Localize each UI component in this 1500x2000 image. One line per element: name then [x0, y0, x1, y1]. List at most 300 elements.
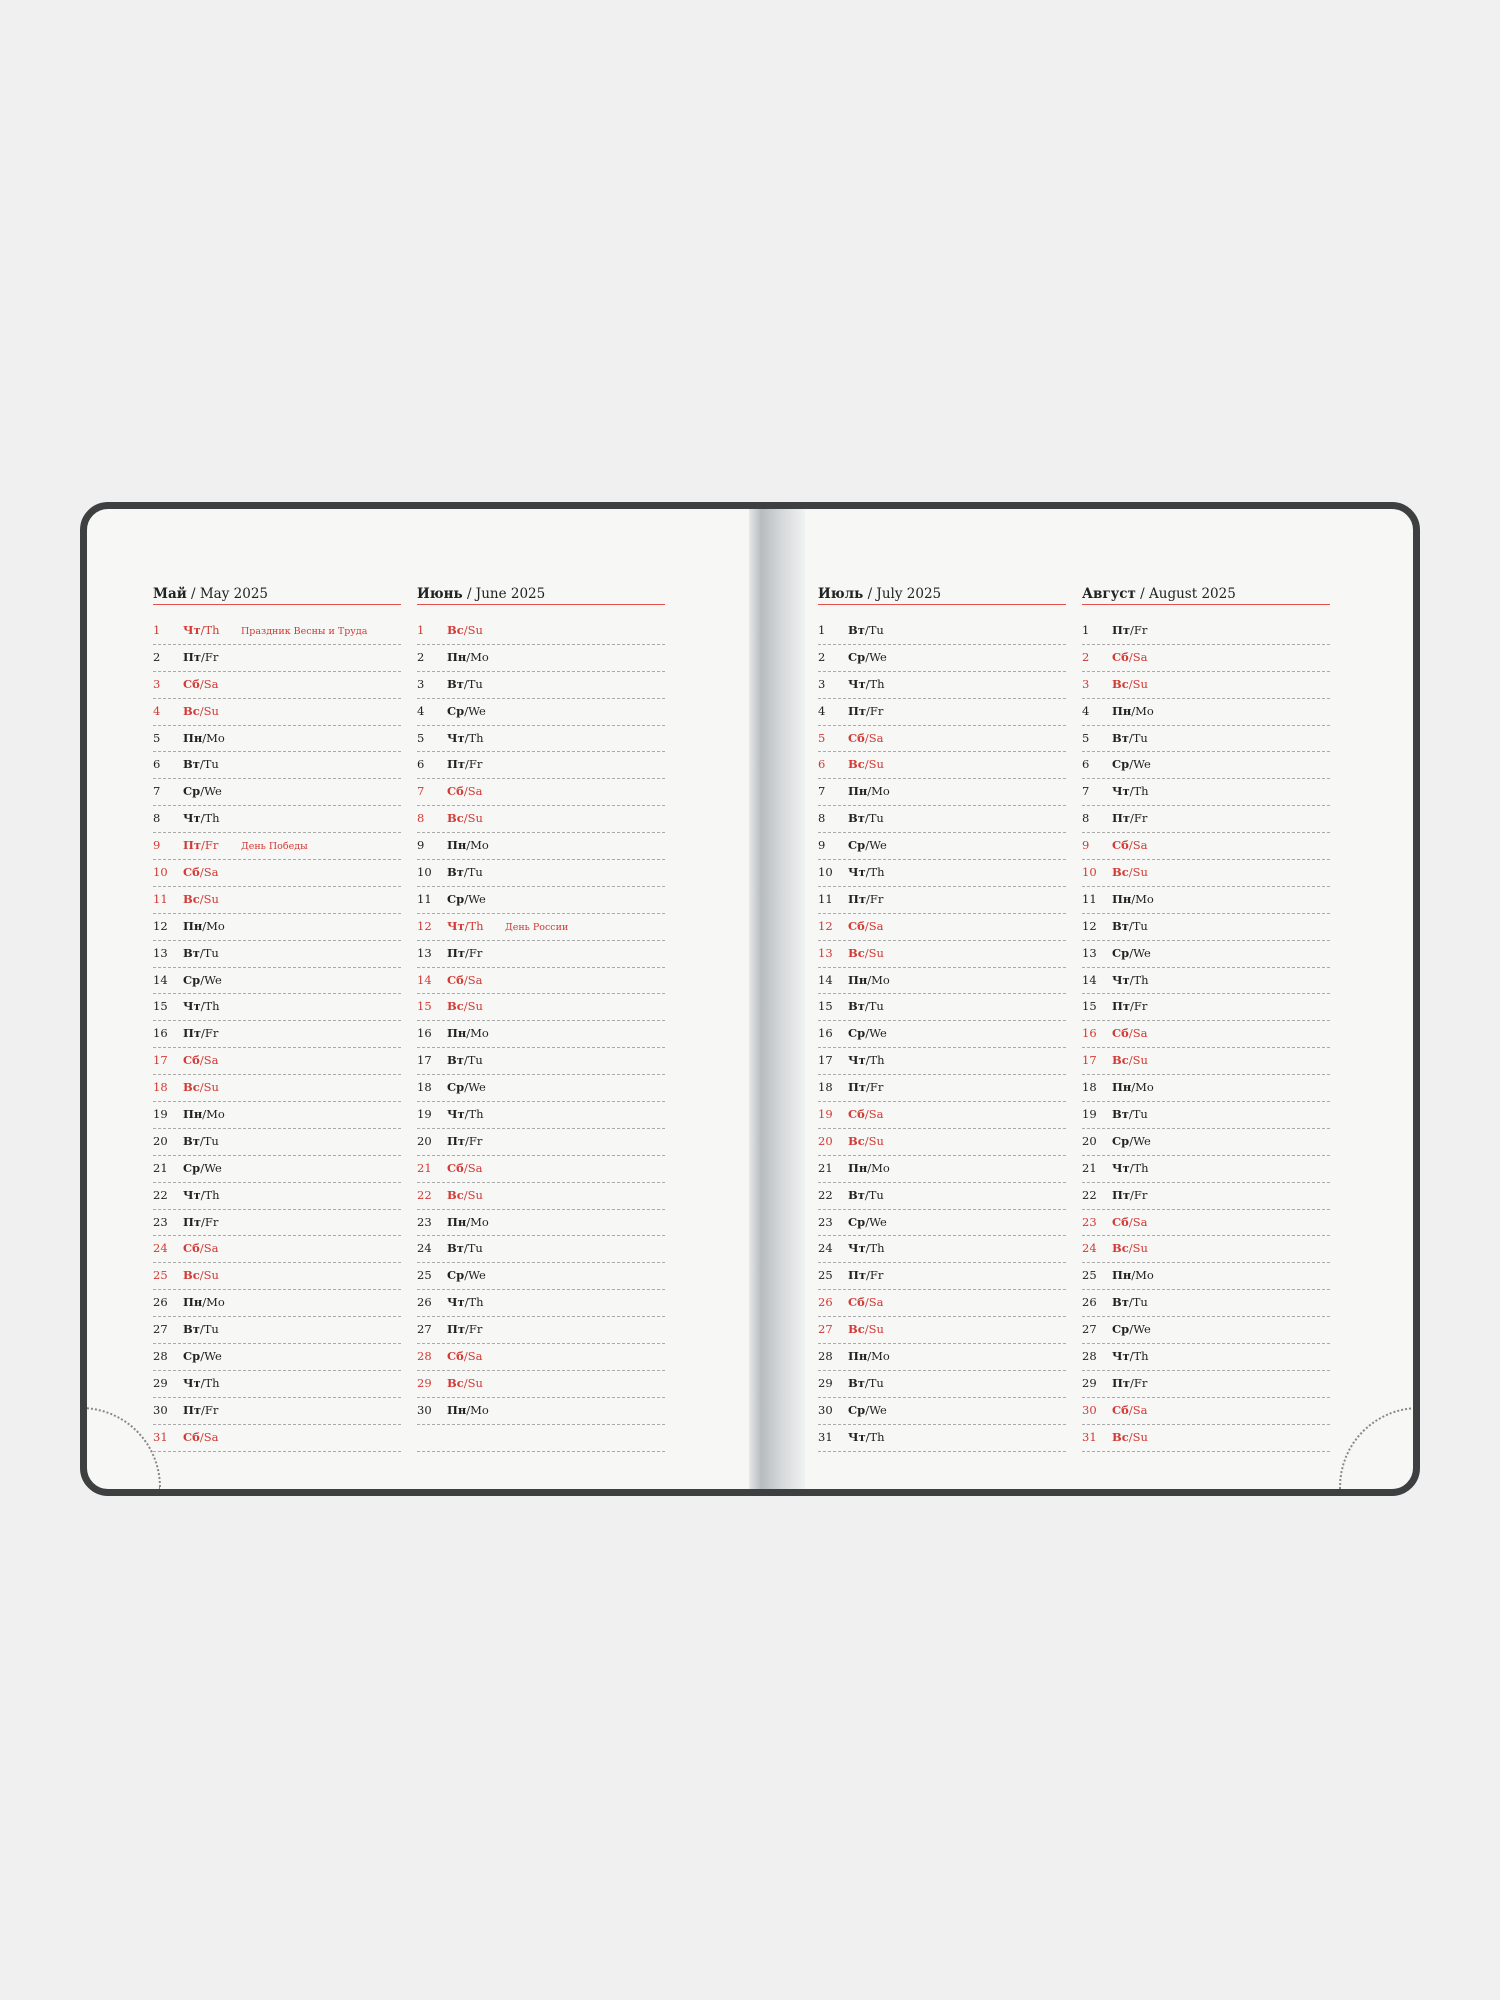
weekday-en: We: [869, 1214, 887, 1229]
weekday-ru: Чт: [447, 1107, 465, 1122]
weekday-ru: Сб: [183, 1429, 200, 1444]
weekday-en: Tu: [1132, 730, 1148, 745]
day-row: [153, 914, 401, 941]
weekday-en: Tu: [467, 1053, 483, 1068]
weekday-ru: Ср: [447, 1268, 465, 1283]
day-number: 24: [1082, 1241, 1097, 1256]
day-row: [1082, 1263, 1330, 1290]
day-number: 20: [417, 1133, 432, 1148]
weekday-en: Tu: [467, 1241, 483, 1256]
day-number: 21: [1082, 1160, 1097, 1175]
weekday-ru: Пт: [183, 649, 201, 664]
day-number: 13: [1082, 945, 1097, 960]
holiday-note: День России: [505, 921, 569, 933]
weekday-label: Пн/Mo: [1112, 1080, 1154, 1095]
weekday-label: Вт/Tu: [848, 999, 884, 1014]
weekday-label: Вт/Tu: [848, 1375, 884, 1390]
weekday-en: Mo: [871, 1349, 890, 1364]
weekday-en: Tu: [467, 865, 483, 880]
day-number: 12: [153, 918, 168, 933]
day-number: 21: [153, 1160, 168, 1175]
day-row: [417, 672, 665, 699]
day-number: 17: [1082, 1053, 1097, 1068]
weekday-ru: Вс: [183, 1268, 200, 1283]
weekday-label: Вт/Tu: [447, 1241, 483, 1256]
weekday-label: Вт/Tu: [1112, 1107, 1148, 1122]
weekday-en: Fr: [204, 1214, 219, 1229]
book-gutter: [749, 509, 805, 1489]
weekday-en: Sa: [868, 1107, 884, 1122]
day-list: [153, 618, 401, 1452]
weekday-label: Пт/Fr: [183, 1214, 219, 1229]
day-row: [1082, 752, 1330, 779]
day-row: [417, 968, 665, 995]
weekday-en: Th: [1133, 784, 1149, 799]
day-row: [417, 833, 665, 860]
day-number: 1: [818, 623, 826, 637]
weekday-label: Вт/Tu: [848, 1187, 884, 1202]
weekday-ru: Ср: [1112, 757, 1130, 772]
weekday-ru: Вт: [848, 811, 865, 826]
weekday-ru: Вс: [183, 703, 200, 718]
day-row: [1082, 1317, 1330, 1344]
weekday-label: Пн/Mo: [848, 972, 890, 987]
weekday-label: Пт/Fr: [447, 757, 483, 772]
weekday-label: Чт/Th: [183, 1187, 220, 1202]
day-number: 15: [153, 999, 168, 1014]
weekday-ru: Вт: [848, 999, 865, 1014]
weekday-label: Чт/Th: [1112, 1349, 1149, 1364]
day-number: 12: [818, 918, 833, 933]
weekday-ru: Вт: [1112, 1295, 1129, 1310]
weekday-ru: Сб: [447, 972, 464, 987]
day-row: [153, 1210, 401, 1237]
day-number: 26: [1082, 1295, 1097, 1310]
weekday-label: Сб/Sa: [183, 1241, 219, 1256]
month-column-may: [153, 585, 401, 1452]
day-number: 28: [818, 1349, 833, 1364]
day-number: 10: [153, 865, 168, 880]
month-name-en: June 2025: [475, 586, 546, 602]
day-row: [818, 1156, 1066, 1183]
weekday-en: Th: [1133, 1349, 1149, 1364]
month-name-ru: Май: [153, 586, 187, 602]
weekday-en: Th: [468, 1107, 484, 1122]
day-row: [153, 1425, 401, 1452]
weekday-label: Ср/We: [1112, 1322, 1151, 1337]
weekday-ru: Чт: [848, 676, 866, 691]
weekday-en: Mo: [206, 918, 225, 933]
day-number: 19: [153, 1107, 168, 1122]
weekday-label: Сб/Sa: [447, 1349, 483, 1364]
month-column-june: [417, 585, 665, 1452]
month-name-ru: Август: [1082, 586, 1136, 602]
day-number: 7: [818, 784, 826, 799]
weekday-ru: Ср: [848, 1026, 866, 1041]
day-row: [417, 752, 665, 779]
weekday-en: We: [1133, 757, 1151, 772]
day-number: 27: [153, 1322, 168, 1337]
weekday-ru: Пт: [848, 1268, 866, 1283]
weekday-label: Вт/Tu: [447, 865, 483, 880]
weekday-ru: Вт: [447, 676, 464, 691]
weekday-ru: Вт: [848, 623, 865, 637]
weekday-ru: Пт: [848, 703, 866, 718]
weekday-en: We: [1133, 945, 1151, 960]
day-row: [818, 941, 1066, 968]
day-number: 14: [1082, 972, 1097, 987]
day-number: 23: [153, 1214, 168, 1229]
weekday-en: We: [204, 972, 222, 987]
day-row: [818, 806, 1066, 833]
weekday-label: Сб/Sa: [183, 676, 219, 691]
day-row: [818, 914, 1066, 941]
weekday-label: Вс/Su: [183, 1268, 219, 1283]
weekday-ru: Сб: [1112, 649, 1129, 664]
day-row: [1082, 994, 1330, 1021]
weekday-ru: Вт: [848, 1187, 865, 1202]
weekday-en: Th: [869, 865, 885, 880]
day-row: [818, 1021, 1066, 1048]
weekday-label: Пн/Mo: [447, 1214, 489, 1229]
day-row: [818, 752, 1066, 779]
weekday-ru: Чт: [1112, 1349, 1130, 1364]
day-number: 18: [153, 1080, 168, 1095]
day-number: 16: [818, 1026, 833, 1041]
weekday-label: Пн/Mo: [183, 730, 225, 745]
weekday-ru: Сб: [447, 784, 464, 799]
weekday-en: Mo: [470, 1026, 489, 1041]
day-number: 9: [417, 838, 425, 853]
day-row: [818, 860, 1066, 887]
weekday-ru: Вс: [848, 757, 865, 772]
day-row: [417, 1398, 665, 1425]
weekday-ru: Сб: [183, 676, 200, 691]
day-row: [818, 1263, 1066, 1290]
weekday-ru: Сб: [447, 1349, 464, 1364]
weekday-ru: Вт: [447, 1241, 464, 1256]
weekday-label: Пт/Fr: [1112, 1187, 1148, 1202]
month-title: Май / May 2025: [153, 585, 401, 605]
weekday-ru: Вт: [1112, 730, 1129, 745]
day-number: 1: [153, 623, 161, 637]
day-row: [153, 860, 401, 887]
day-list: [1082, 618, 1330, 1452]
weekday-label: Вс/Su: [848, 945, 884, 960]
weekday-ru: Вс: [447, 1375, 464, 1390]
weekday-en: Fr: [204, 1402, 219, 1417]
day-row: [417, 1290, 665, 1317]
day-number: 6: [1082, 757, 1090, 772]
day-number: 23: [1082, 1214, 1097, 1229]
weekday-ru: Пт: [1112, 623, 1130, 637]
weekday-ru: Пн: [183, 730, 203, 745]
day-row: [153, 1102, 401, 1129]
weekday-label: Чт/Th: [183, 999, 220, 1014]
day-number: 22: [153, 1187, 168, 1202]
weekday-en: Mo: [470, 1402, 489, 1417]
day-number: 31: [153, 1429, 168, 1444]
weekday-ru: Ср: [447, 1080, 465, 1095]
weekday-en: We: [869, 1026, 887, 1041]
weekday-label: Вс/Su: [183, 1080, 219, 1095]
day-row: [818, 1425, 1066, 1452]
weekday-ru: Пн: [183, 918, 203, 933]
weekday-label: Вс/Su: [1112, 676, 1148, 691]
day-row: [818, 887, 1066, 914]
day-row: [818, 779, 1066, 806]
weekday-label: Вт/Tu: [183, 1133, 219, 1148]
day-number: 26: [153, 1295, 168, 1310]
weekday-en: Sa: [467, 1349, 483, 1364]
weekday-label: Чт/Th: [447, 1107, 484, 1122]
weekday-ru: Пн: [447, 1026, 467, 1041]
month-name-en: August 2025: [1149, 586, 1236, 602]
weekday-label: Вт/Tu: [447, 1053, 483, 1068]
weekday-ru: Сб: [848, 1295, 865, 1310]
weekday-en: Su: [868, 1322, 884, 1337]
weekday-label: Чт/Th: [183, 811, 220, 826]
day-row: [1082, 914, 1330, 941]
day-row: [1082, 968, 1330, 995]
day-number: 20: [153, 1133, 168, 1148]
day-row: [417, 1236, 665, 1263]
weekday-label: Пн/Mo: [447, 838, 489, 853]
weekday-ru: Ср: [447, 891, 465, 906]
weekday-en: Sa: [1132, 1214, 1148, 1229]
day-number: 11: [417, 891, 432, 906]
day-row: [417, 1048, 665, 1075]
weekday-en: Mo: [871, 972, 890, 987]
weekday-ru: Вс: [447, 999, 464, 1014]
weekday-label: Вс/Su: [1112, 1241, 1148, 1256]
weekday-label: Сб/Sa: [1112, 838, 1148, 853]
weekday-en: Mo: [470, 1214, 489, 1229]
weekday-en: Tu: [868, 811, 884, 826]
weekday-en: Su: [1132, 1241, 1148, 1256]
weekday-en: Th: [468, 1295, 484, 1310]
weekday-label: Ср/We: [848, 649, 887, 664]
day-row: [1082, 887, 1330, 914]
weekday-ru: Пн: [848, 972, 868, 987]
weekday-en: We: [1133, 1133, 1151, 1148]
weekday-en: Sa: [467, 972, 483, 987]
day-number: 17: [818, 1053, 833, 1068]
weekday-ru: Пн: [183, 1295, 203, 1310]
weekday-ru: Ср: [848, 1214, 866, 1229]
day-number: 15: [417, 999, 432, 1014]
day-list: [417, 618, 665, 1452]
day-number: 8: [153, 811, 161, 826]
weekday-label: Ср/We: [183, 1349, 222, 1364]
day-row: [417, 914, 665, 941]
day-number: 2: [153, 649, 161, 664]
weekday-en: Th: [869, 1429, 885, 1444]
weekday-ru: Чт: [183, 1187, 201, 1202]
day-number: 7: [153, 784, 161, 799]
weekday-ru: Сб: [1112, 1026, 1129, 1041]
weekday-ru: Вс: [447, 623, 464, 637]
weekday-en: Th: [1133, 1160, 1149, 1175]
day-number: 24: [153, 1241, 168, 1256]
weekday-en: Mo: [1135, 891, 1154, 906]
day-number: 24: [818, 1241, 833, 1256]
day-number: 4: [153, 703, 161, 718]
weekday-en: Sa: [1132, 1026, 1148, 1041]
weekday-label: Вт/Tu: [447, 676, 483, 691]
weekday-ru: Пт: [447, 1322, 465, 1337]
weekday-ru: Ср: [848, 649, 866, 664]
weekday-ru: Вт: [183, 1322, 200, 1337]
weekday-en: Sa: [467, 784, 483, 799]
weekday-ru: Сб: [447, 1160, 464, 1175]
weekday-label: Ср/We: [848, 838, 887, 853]
day-row: [417, 1075, 665, 1102]
day-row: [818, 1075, 1066, 1102]
weekday-ru: Сб: [1112, 1214, 1129, 1229]
day-number: 5: [153, 730, 161, 745]
day-row: [153, 1398, 401, 1425]
day-row: [1082, 1290, 1330, 1317]
day-number: 4: [1082, 703, 1090, 718]
weekday-ru: Пн: [1112, 891, 1132, 906]
weekday-en: Tu: [868, 623, 884, 637]
weekday-en: Th: [204, 1187, 220, 1202]
day-number: 26: [417, 1295, 432, 1310]
weekday-label: Пн/Mo: [447, 1026, 489, 1041]
weekday-en: Sa: [868, 918, 884, 933]
weekday-label: Ср/We: [848, 1214, 887, 1229]
weekday-en: Tu: [1132, 1107, 1148, 1122]
weekday-ru: Вс: [848, 1322, 865, 1337]
day-number: 10: [1082, 865, 1097, 880]
weekday-label: Чт/Th: [848, 1053, 885, 1068]
weekday-en: Fr: [468, 945, 483, 960]
weekday-label: Ср/We: [183, 784, 222, 799]
day-number: 9: [818, 838, 826, 853]
day-number: 31: [818, 1429, 833, 1444]
weekday-en: Th: [468, 918, 484, 933]
weekday-ru: Пт: [447, 757, 465, 772]
day-row: [153, 726, 401, 753]
weekday-en: Tu: [203, 757, 219, 772]
weekday-label: Ср/We: [1112, 1133, 1151, 1148]
weekday-en: Su: [1132, 676, 1148, 691]
day-row: [818, 1344, 1066, 1371]
weekday-en: We: [468, 891, 486, 906]
month-name-en: July 2025: [876, 586, 942, 602]
weekday-ru: Ср: [447, 703, 465, 718]
weekday-en: Fr: [869, 1268, 884, 1283]
weekday-label: Пт/Fr: [447, 945, 483, 960]
weekday-label: Вт/Tu: [848, 811, 884, 826]
weekday-en: Mo: [470, 838, 489, 853]
day-number: 21: [818, 1160, 833, 1175]
day-row: [1082, 1425, 1330, 1452]
weekday-label: Пт/Fr: [1112, 1375, 1148, 1390]
weekday-ru: Чт: [848, 1429, 866, 1444]
day-row: [1082, 1371, 1330, 1398]
day-number: 19: [1082, 1107, 1097, 1122]
day-number: 29: [417, 1375, 432, 1390]
weekday-ru: Вс: [848, 945, 865, 960]
day-number: 20: [818, 1133, 833, 1148]
weekday-label: Пт/Fr: [447, 1322, 483, 1337]
month-title: Август / August 2025: [1082, 585, 1330, 605]
weekday-label: Вс/Su: [1112, 1429, 1148, 1444]
day-row: [417, 887, 665, 914]
weekday-en: Fr: [468, 1322, 483, 1337]
day-number: 27: [818, 1322, 833, 1337]
day-number: 27: [417, 1322, 432, 1337]
day-row: [417, 699, 665, 726]
weekday-en: We: [204, 1160, 222, 1175]
day-row: [153, 1048, 401, 1075]
weekday-en: Mo: [470, 649, 489, 664]
day-number: 25: [1082, 1268, 1097, 1283]
weekday-label: Вт/Tu: [1112, 730, 1148, 745]
weekday-ru: Вс: [1112, 1241, 1129, 1256]
month-name-en: May 2025: [199, 586, 269, 602]
weekday-en: Sa: [868, 1295, 884, 1310]
weekday-ru: Пн: [848, 784, 868, 799]
day-row: [818, 1210, 1066, 1237]
day-number: 25: [818, 1268, 833, 1283]
weekday-label: Чт/Th: [183, 623, 220, 637]
weekday-label: Чт/Th: [848, 865, 885, 880]
day-row: [153, 672, 401, 699]
weekday-ru: Сб: [848, 730, 865, 745]
weekday-en: Su: [467, 1375, 483, 1390]
weekday-ru: Пт: [183, 838, 201, 853]
weekday-en: We: [468, 1268, 486, 1283]
day-row: [818, 1048, 1066, 1075]
weekday-en: Su: [467, 623, 483, 637]
weekday-en: Tu: [203, 1133, 219, 1148]
weekday-ru: Сб: [1112, 1402, 1129, 1417]
day-number: 11: [818, 891, 833, 906]
day-number: 28: [153, 1349, 168, 1364]
weekday-label: Вс/Su: [848, 1322, 884, 1337]
day-number: 5: [417, 730, 425, 745]
day-row: [818, 726, 1066, 753]
weekday-label: Сб/Sa: [848, 918, 884, 933]
day-row: [818, 1398, 1066, 1425]
day-row: [153, 833, 401, 860]
weekday-label: Пн/Mo: [183, 918, 225, 933]
weekday-ru: Пт: [1112, 811, 1130, 826]
day-number: 25: [153, 1268, 168, 1283]
weekday-ru: Вс: [1112, 865, 1129, 880]
weekday-label: Вт/Tu: [183, 757, 219, 772]
weekday-label: Пн/Mo: [848, 1160, 890, 1175]
weekday-ru: Чт: [183, 623, 201, 637]
weekday-ru: Пт: [183, 1214, 201, 1229]
weekday-en: Mo: [206, 1295, 225, 1310]
weekday-ru: Ср: [183, 1160, 201, 1175]
day-row: [1082, 941, 1330, 968]
weekday-ru: Вт: [183, 1133, 200, 1148]
weekday-en: Sa: [1132, 649, 1148, 664]
weekday-ru: Сб: [183, 1241, 200, 1256]
day-row: [417, 618, 665, 645]
day-number: 23: [417, 1214, 432, 1229]
weekday-ru: Пн: [447, 838, 467, 853]
weekday-ru: Вт: [447, 865, 464, 880]
weekday-ru: Пн: [447, 1402, 467, 1417]
weekday-ru: Вс: [1112, 1053, 1129, 1068]
weekday-ru: Чт: [447, 730, 465, 745]
